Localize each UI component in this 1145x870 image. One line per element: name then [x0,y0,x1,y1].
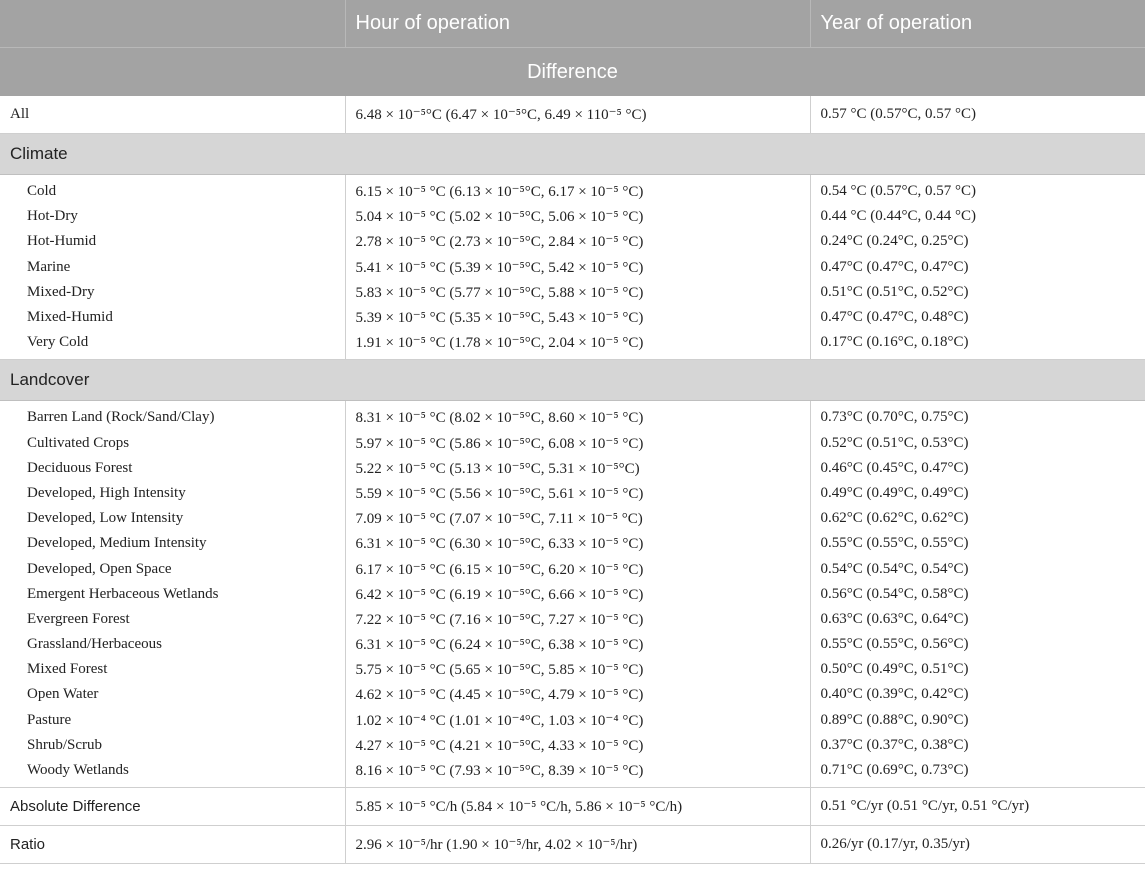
table-row [0,456,1145,481]
table-row [0,305,1145,330]
row-label: Pasture [27,711,72,728]
absolute-difference-row [0,788,1145,826]
year-value: 0.49°C (0.49°C, 0.49°C) [810,481,1145,506]
year-value: 0.50°C (0.49°C, 0.51°C) [810,657,1145,682]
table-row [0,758,1145,788]
year-value: 0.46°C (0.45°C, 0.47°C) [810,456,1145,481]
subheader-row [0,48,1145,97]
table-row [0,607,1145,632]
landcover-group-title: Landcover [0,360,1145,401]
hour-value: 6.15 × 10⁻⁵ °C (6.13 × 10⁻⁵°C, 6.17 × 10⁻⁵ °C) [345,175,810,205]
hour-value: 5.85 × 10⁻⁵ °C/h (5.84 × 10⁻⁵ °C/h, 5.86 × 10⁻⁵ °C/h) [345,788,810,826]
year-value: 0.54 °C (0.57°C, 0.57 °C) [810,175,1145,205]
hour-value: 7.09 × 10⁻⁵ °C (7.07 × 10⁻⁵°C, 7.11 × 10⁻⁵ °C) [345,506,810,531]
row-label: Cold [27,183,57,200]
year-value: 0.44 °C (0.44°C, 0.44 °C) [810,204,1145,229]
climate-group-row [0,134,1145,175]
row-label: Mixed Forest [27,661,108,678]
year-value: 0.55°C (0.55°C, 0.55°C) [810,531,1145,556]
row-label: Developed, Open Space [27,560,172,577]
row-label: Cultivated Crops [27,434,130,451]
row-label: Evergreen Forest [27,610,130,627]
row-label: Mixed-Dry [27,283,95,300]
hour-value: 6.31 × 10⁻⁵ °C (6.24 × 10⁻⁵°C, 6.38 × 10⁻⁵ °C) [345,632,810,657]
header-empty-cell [0,0,345,48]
hour-value: 5.83 × 10⁻⁵ °C (5.77 × 10⁻⁵°C, 5.88 × 10⁻⁵ °C) [345,280,810,305]
year-value: 0.56°C (0.54°C, 0.58°C) [810,582,1145,607]
table-row [0,682,1145,707]
year-value: 0.71°C (0.69°C, 0.73°C) [810,758,1145,788]
table-row [0,175,1145,205]
year-value: 0.57 °C (0.57°C, 0.57 °C) [810,96,1145,134]
hour-value: 2.96 × 10⁻⁵/hr (1.90 × 10⁻⁵/hr, 4.02 × 10⁻⁵/hr) [345,826,810,864]
hour-value: 1.91 × 10⁻⁵ °C (1.78 × 10⁻⁵°C, 2.04 × 10⁻⁵ °C) [345,330,810,360]
year-value: 0.47°C (0.47°C, 0.47°C) [810,255,1145,280]
row-label: All [0,96,345,134]
hour-value: 4.62 × 10⁻⁵ °C (4.45 × 10⁻⁵°C, 4.79 × 10⁻⁵ °C) [345,682,810,707]
year-value: 0.26/yr (0.17/yr, 0.35/yr) [810,826,1145,864]
year-value: 0.51 °C/yr (0.51 °C/yr, 0.51 °C/yr) [810,788,1145,826]
row-label: Hot-Humid [27,233,97,250]
year-value: 0.24°C (0.24°C, 0.25°C) [810,229,1145,254]
hour-value: 6.42 × 10⁻⁵ °C (6.19 × 10⁻⁵°C, 6.66 × 10⁻⁵ °C) [345,582,810,607]
table-row [0,401,1145,431]
row-label: Very Cold [0,330,345,360]
table-row [0,506,1145,531]
row-label: Shrub/Scrub [27,736,102,753]
header-row [0,0,1145,48]
table-row [0,733,1145,758]
year-value: 0.40°C (0.39°C, 0.42°C) [810,682,1145,707]
hour-value: 5.75 × 10⁻⁵ °C (5.65 × 10⁻⁵°C, 5.85 × 10⁻⁵ °C) [345,657,810,682]
hour-value: 5.41 × 10⁻⁵ °C (5.39 × 10⁻⁵°C, 5.42 × 10⁻⁵ °C) [345,255,810,280]
row-label: Open Water [27,686,99,703]
table-row [0,255,1145,280]
header-hour-of-operation: Hour of operation [345,0,810,48]
climate-group-title: Climate [0,134,1145,175]
table-row [0,708,1145,733]
row-label: Barren Land (Rock/Sand/Clay) [27,409,215,426]
row-label: Deciduous Forest [27,459,133,476]
table-row [0,229,1145,254]
hour-value: 1.02 × 10⁻⁴ °C (1.01 × 10⁻⁴°C, 1.03 × 10⁻⁴ °C) [345,708,810,733]
hour-value: 5.59 × 10⁻⁵ °C (5.56 × 10⁻⁵°C, 5.61 × 10⁻⁵ °C) [345,481,810,506]
table-row [0,632,1145,657]
hour-value: 5.39 × 10⁻⁵ °C (5.35 × 10⁻⁵°C, 5.43 × 10⁻⁵ °C) [345,305,810,330]
year-value: 0.54°C (0.54°C, 0.54°C) [810,556,1145,581]
row-label: Developed, Low Intensity [27,510,184,527]
year-value: 0.37°C (0.37°C, 0.38°C) [810,733,1145,758]
landcover-group-row [0,360,1145,401]
hour-value: 5.22 × 10⁻⁵ °C (5.13 × 10⁻⁵°C, 5.31 × 10⁻⁵°C) [345,456,810,481]
hour-value: 6.48 × 10⁻⁵°C (6.47 × 10⁻⁵°C, 6.49 × 110⁻⁵ °C) [345,96,810,134]
hour-value: 6.17 × 10⁻⁵ °C (6.15 × 10⁻⁵°C, 6.20 × 10⁻⁵ °C) [345,556,810,581]
climate-rows [0,175,1145,360]
row-label: Developed, High Intensity [27,484,186,501]
hour-value: 4.27 × 10⁻⁵ °C (4.21 × 10⁻⁵°C, 4.33 × 10⁻⁵ °C) [345,733,810,758]
year-value: 0.63°C (0.63°C, 0.64°C) [810,607,1145,632]
row-label: Grassland/Herbaceous [27,636,162,653]
table-row [0,431,1145,456]
row-label: Woody Wetlands [0,758,345,788]
table-row [0,531,1145,556]
all-row [0,96,1145,134]
year-value: 0.47°C (0.47°C, 0.48°C) [810,305,1145,330]
hour-value: 6.31 × 10⁻⁵ °C (6.30 × 10⁻⁵°C, 6.33 × 10⁻⁵ °C) [345,531,810,556]
hour-value: 2.78 × 10⁻⁵ °C (2.73 × 10⁻⁵°C, 2.84 × 10⁻⁵ °C) [345,229,810,254]
year-value: 0.73°C (0.70°C, 0.75°C) [810,401,1145,431]
table-row [0,280,1145,305]
subheader-difference: Difference [0,48,1145,97]
year-value: 0.55°C (0.55°C, 0.56°C) [810,632,1145,657]
row-label: Hot-Dry [27,208,78,225]
row-label: Emergent Herbaceous Wetlands [27,585,219,602]
hour-value: 5.97 × 10⁻⁵ °C (5.86 × 10⁻⁵°C, 6.08 × 10⁻⁵ °C) [345,431,810,456]
table-row [0,556,1145,581]
row-label: Marine [27,258,71,275]
hour-value: 8.16 × 10⁻⁵ °C (7.93 × 10⁻⁵°C, 8.39 × 10⁻⁵ °C) [345,758,810,788]
hour-value: 8.31 × 10⁻⁵ °C (8.02 × 10⁻⁵°C, 8.60 × 10⁻⁵ °C) [345,401,810,431]
hour-value: 5.04 × 10⁻⁵ °C (5.02 × 10⁻⁵°C, 5.06 × 10⁻⁵ °C) [345,204,810,229]
year-value: 0.17°C (0.16°C, 0.18°C) [810,330,1145,360]
row-label: Absolute Difference [0,788,345,826]
row-label: Mixed-Humid [27,309,113,326]
year-value: 0.62°C (0.62°C, 0.62°C) [810,506,1145,531]
table-row [0,330,1145,360]
row-label: Ratio [0,826,345,864]
table-row [0,657,1145,682]
header-year-of-operation: Year of operation [810,0,1145,48]
landcover-rows [0,401,1145,788]
hour-value: 7.22 × 10⁻⁵ °C (7.16 × 10⁻⁵°C, 7.27 × 10⁻⁵ °C) [345,607,810,632]
ratio-row [0,826,1145,864]
row-label: Developed, Medium Intensity [27,535,207,552]
table-row [0,204,1145,229]
year-value: 0.51°C (0.51°C, 0.52°C) [810,280,1145,305]
year-value: 0.52°C (0.51°C, 0.53°C) [810,431,1145,456]
table-row [0,481,1145,506]
year-value: 0.89°C (0.88°C, 0.90°C) [810,708,1145,733]
table-row [0,582,1145,607]
